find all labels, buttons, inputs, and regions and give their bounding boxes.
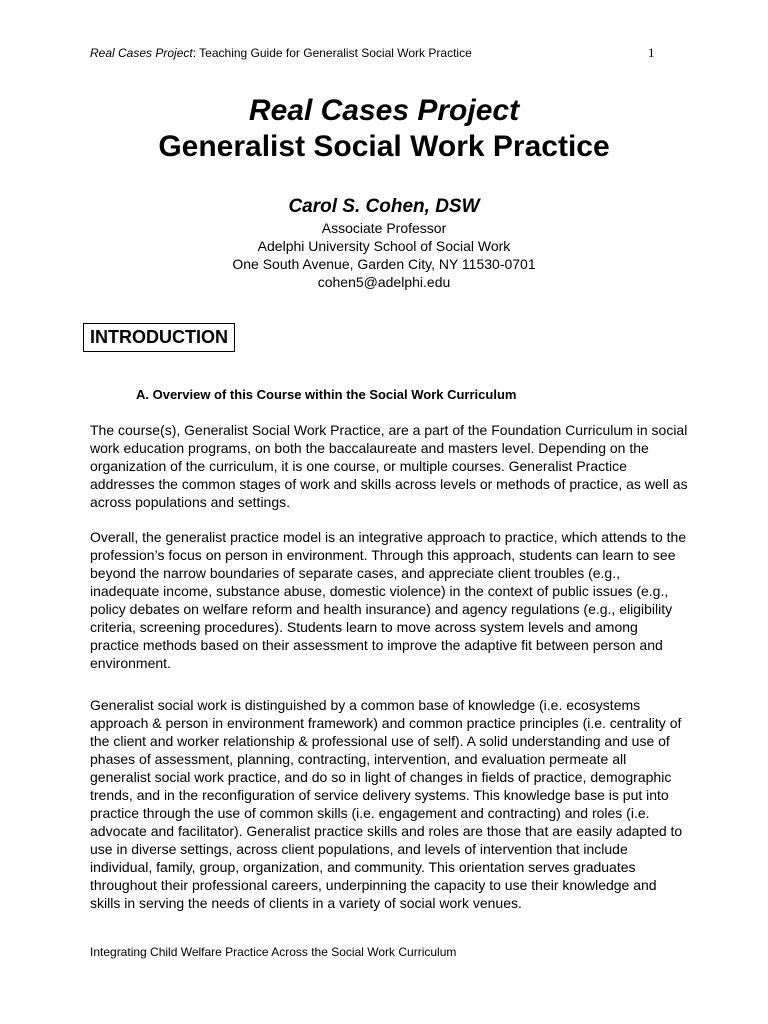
author-email: cohen5@adelphi.edu	[317, 274, 451, 290]
author-affiliation: Adelphi University School of Social Work	[257, 238, 511, 254]
paragraph-2: Overall, the generalist practice model is an integrative approach to practice, which attends to the profession’s focus on person in environment. Through this approach, students can learn to see beyond the narrow boundaries of separate cases, and appreciate client troubles (e.g., inadequate income, substance abuse, domestic violence) in the context of public issues (e.g., policy debates on welfare reform and health insurance) and agency regulations (e.g., eligibility criteria, screening procedures). Students learn to move across system levels and among practice methods based on their assessment to improve the adaptive fit between person and environment.	[90, 529, 687, 671]
running-header	[90, 45, 670, 61]
author-position: Associate Professor	[321, 220, 447, 236]
author-address: One South Avenue, Garden City, NY 11530-0701	[232, 256, 536, 272]
title-block	[0, 93, 768, 165]
subsection-heading: A. Overview of this Course within the Social Work Curriculum	[136, 387, 517, 402]
author-block	[0, 195, 768, 291]
document-title-line2: Generalist Social Work Practice	[158, 130, 610, 163]
document-title-line1: Real Cases Project	[248, 94, 520, 127]
page-number: 1	[648, 45, 655, 60]
section-heading-introduction: INTRODUCTION	[83, 323, 235, 352]
page-footer: Integrating Child Welfare Practice Across the Social Work Curriculum	[90, 945, 457, 959]
running-title-italic: Real Cases Project	[90, 46, 193, 60]
paragraph-1: The course(s), Generalist Social Work Practice, are a part of the Foundation Curriculum in social work education programs, on both the baccalaureate and masters level. Depending on the organization of the curriculum, it is one course, or multiple courses. Generalist Practice addresses the common stages of work and skills across levels or methods of practice, as well as across populations and settings.	[90, 422, 688, 510]
author-name: Carol S. Cohen, DSW	[288, 196, 480, 217]
paragraph-3: Generalist social work is distinguished by a common base of knowledge (i.e. ecosystems approach & person in environment framework) and common practice principles (i.e. centrality of the client and worker relationship & professional use of self). A solid understanding and use of phases of assessment, planning, contracting, intervention, and evaluation permeate all generalist social work practice, and do so in light of changes in fields of practice, demographic trends, and in the reconfiguration of service delivery systems. This knowledge base is put into practice through the use of common skills (i.e. engagement and contracting) and roles (i.e. advocate and facilitator). Generalist practice skills and roles are those that are easily adapted to use in diverse settings, across client populations, and levels of intervention that include individual, family, group, organization, and community. This orientation serves graduates throughout their professional careers, underpinning the capacity to use their knowledge and skills in serving the needs of clients in a variety of social work venues.	[90, 697, 683, 911]
running-title-rest: : Teaching Guide for Generalist Social Work Practice	[192, 46, 472, 60]
